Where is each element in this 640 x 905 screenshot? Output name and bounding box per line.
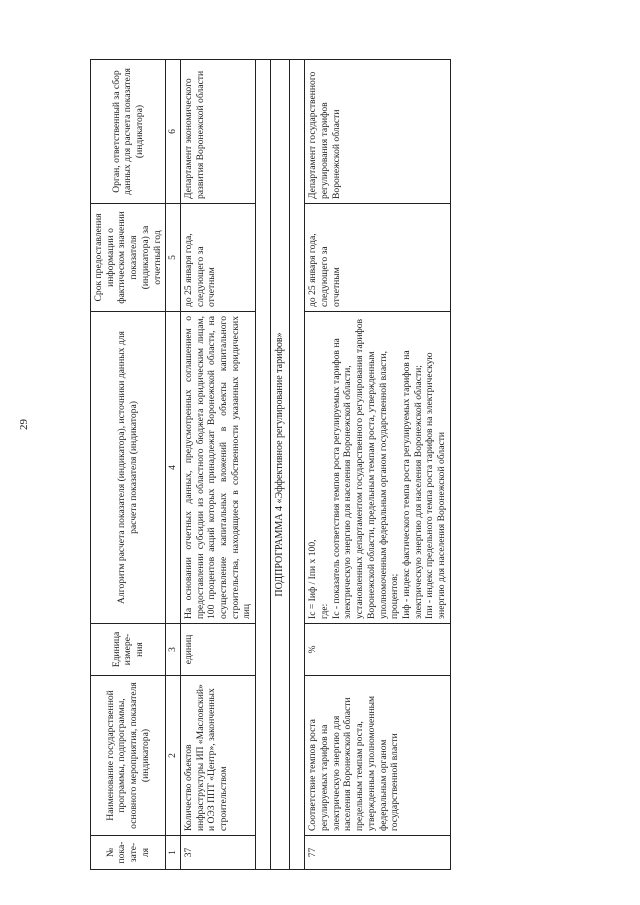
- formula-definition: Iс - показатель соответствия темпов роста регулируемых тарифов на электрическую энергию для населения Воронежской области, установленных департаментом государственного регулирования тарифов Воронежской области, предельным темпам роста, утвержденным уполномоченным федеральным органом государственной власти, процентов;: [330, 318, 401, 619]
- formula: Iс = Iиф / Iпи х 100,: [307, 539, 319, 619]
- spacer-row: [290, 60, 305, 870]
- indicator-table: [90, 59, 451, 870]
- header-name: Наименование государственной программы, подпрограммы, основного мероприятия, показателя (индикатора): [91, 676, 166, 836]
- formula-where: где:: [319, 603, 331, 619]
- column-number: 1: [166, 836, 181, 870]
- rotated-page: [90, 60, 615, 870]
- spacer-row: [256, 60, 271, 870]
- column-number: 2: [166, 676, 181, 836]
- subprogram-title: ПОДПРОГРАММА 4 «Эффективное регулирование тарифов»: [271, 60, 290, 870]
- column-number: 4: [166, 312, 181, 624]
- column-number: 6: [166, 60, 181, 204]
- header-organ: Орган, ответственный за сбор данных для расчета показателя (индикатора): [91, 60, 166, 204]
- algorithm: [305, 312, 450, 624]
- header-row: [91, 60, 166, 870]
- header-num: № пока-зате-ля: [91, 836, 166, 870]
- row-number: 77: [305, 836, 450, 870]
- header-deadline: Срок предоставления информации о фактическом значении показателя (индикатора) за отчетный год: [91, 204, 166, 312]
- indicator-name: Количество объектов инфраструктуры ИП «Масловский» и ОЭЗ ППТ «Центр», законченных строительством: [180, 676, 255, 836]
- responsible-organ: Департамент экономического развития Воронежской области: [180, 60, 255, 204]
- deadline: до 25 января года, следующего за отчетным: [180, 204, 255, 312]
- table-row: [180, 60, 255, 870]
- column-number-row: [166, 60, 181, 870]
- unit: единиц: [180, 624, 255, 676]
- deadline: до 25 января года, следующего за отчетным: [305, 204, 450, 312]
- indicator-name: Соответствие темпов роста регулируемых тарифов на электрическую энергию для населения Воронежской области предельным темпам роста, утвержденным уполномоченным федеральным органом государственной власти: [305, 676, 450, 836]
- header-algorithm: Алгоритм расчета показателя (индикатора), источники данных для расчета показателя (индикатора): [91, 312, 166, 624]
- column-number: 3: [166, 624, 181, 676]
- responsible-organ: Департамент государственного регулирования тарифов Воронежской области: [305, 60, 450, 204]
- formula-definition: Iпи - индекс предельного темпа роста тарифов на электрическую энергию для населения Воронежской области: [424, 352, 448, 619]
- subprogram-row: [271, 60, 290, 870]
- table-row: [305, 60, 450, 870]
- row-number: 37: [180, 836, 255, 870]
- column-number: 5: [166, 204, 181, 312]
- page-number: 29: [18, 419, 30, 430]
- formula-definition: Iиф - индекс фактического темпа роста регулируемых тарифов на электрическую энергию для населения Воронежской области;: [400, 350, 424, 619]
- header-unit: Единица измере-ния: [91, 624, 166, 676]
- algorithm: На основании отчетных данных, предусмотренных соглашением о предоставлении субсидии из областного бюджета юридическим лицам, 100 процентов акций которых принадлежат Воронежской области, на осуществление капитальных вложений в объекты капитального строительства, находящиеся в собственности указанных юридических лиц: [180, 312, 255, 624]
- unit: %: [305, 624, 450, 676]
